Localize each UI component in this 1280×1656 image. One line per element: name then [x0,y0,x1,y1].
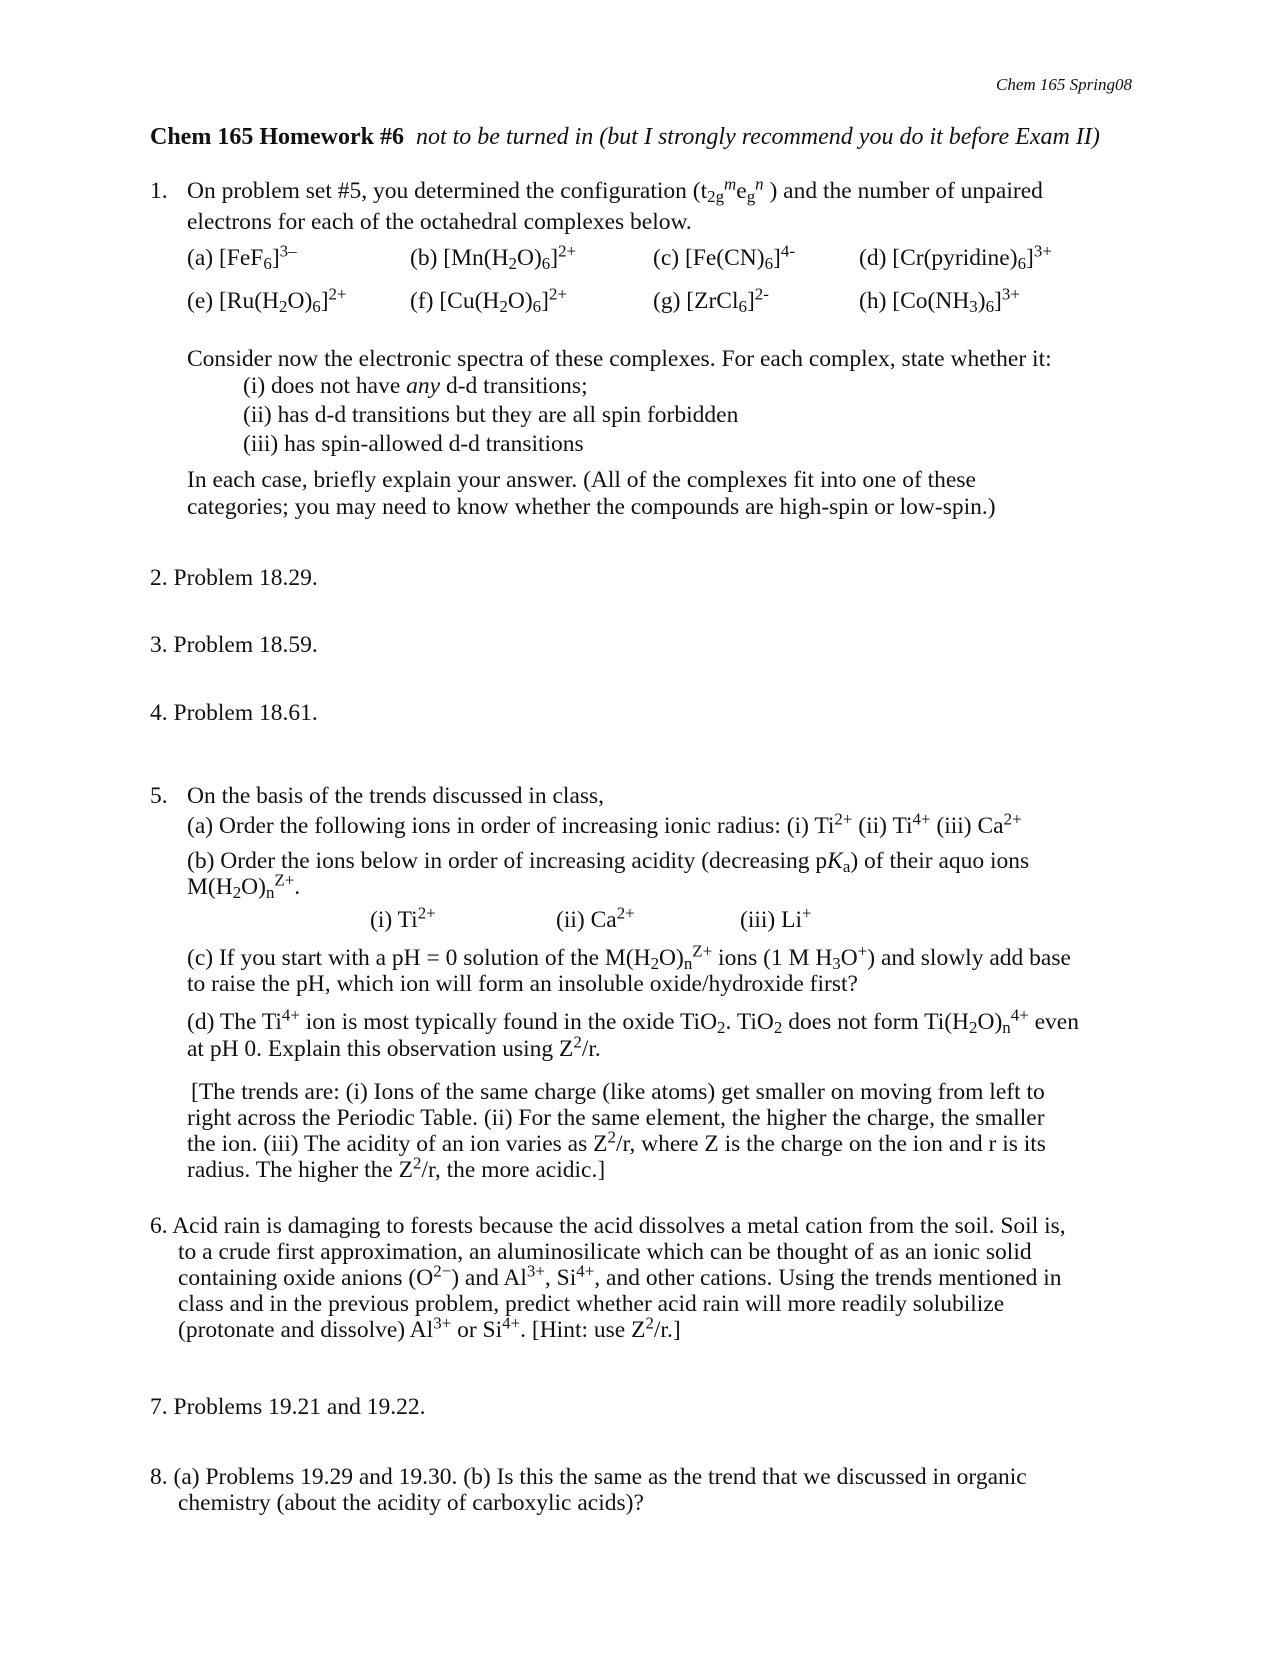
q5-part-a: (a) Order the following ions in order of increasing ionic radius: (i) $Ti^{2+}$ (ii) $Ti^{4+}$ (iii) $Ca^{2+}$ [187,809,1022,839]
q5-ion-2: (ii) $Ca^{2+}$ [556,903,635,933]
q5-ion-3: (iii) Li+ [740,903,812,933]
question-2: 2. Problem 18.29. [150,565,318,591]
q5-part-c-2: to raise the pH, which ion will form an insoluble oxide/hydroxide first? [187,971,858,997]
title-bold: Chem 165 Homework #6 [150,124,404,150]
complex-a: (a) $[FeF_6]^{3-}$ [187,241,297,274]
q5-part-c-1: (c) If you start with a pH = 0 solution of the $M(H_2O)_n^{Z+}$ ions (1 M $H_3O^+$) and slowly add base [187,941,1071,974]
q5-trends-3: the ion. (iii) The acidity of an ion varies as $Z^2/r$, where Z is the charge on the ion and r is its [187,1127,1046,1157]
q6-line-3: containing oxide anions $(O^{2-})$ and $Al^{3+}$, $Si^{4+}$, and other cations. Using the trends mentioned in [178,1261,1062,1291]
q6-line-1: 6. Acid rain is damaging to forests because the acid dissolves a metal cation from the soil. Soil is, [150,1213,1066,1239]
complex-g: (g) [ZrCl$_6$]$^{2-}$ [653,284,769,317]
question-number: 1. [150,178,168,204]
question-number: 5. [150,783,168,809]
complex-d: (d) $[Cr(pyridine)_6]^{3+}$ [859,241,1052,274]
question-3: 3. Problem 18.59. [150,632,318,658]
q5-aquo-formula: $M(H_2O)_n^{Z+}$. [187,870,301,903]
q5-trends-4: radius. The higher the $Z^2/r$, the more acidic.] [187,1153,606,1183]
q5-trends-2: right across the Periodic Table. (ii) For the same element, the higher the charge, the smaller [187,1105,1045,1131]
q6-line-5: (protonate and dissolve) $Al^{3+}$ or $Si^{4+}$. [Hint: use $Z^2/r$.] [178,1313,681,1343]
question-4: 4. Problem 18.61. [150,700,318,726]
q5-trends-1: [The trends are: (i) Ions of the same charge (like atoms) get smaller on moving from left to [191,1079,1045,1105]
q5-intro: On the basis of the trends discussed in class, [187,783,605,809]
q1-option-iii: (iii) has spin-allowed d-d transitions [243,431,584,457]
q1-consider: Consider now the electronic spectra of these complexes. For each complex, state whether it: [187,346,1052,372]
q1-option-i: (i) does not have any d-d transitions; [243,373,588,399]
q5-part-b: (b) Order the ions below in order of increasing acidity (decreasing $pK_a$) of their aquo ions [187,848,1030,877]
question-7: 7. Problems 19.21 and 19.22. [150,1394,426,1420]
page-title [150,124,1100,151]
course-tag: Chem 165 Spring08 [996,75,1132,94]
q5-part-d-1: (d) The $Ti^{4+}$ ion is most typically found in the oxide TiO$_2$. TiO$_2$ does not form $Ti(H_2O)_n^{4+}$ even [187,1005,1079,1038]
complex-h: (h) $[Co(NH_3)_6]^{3+}$ [859,284,1020,317]
q1-line2: electrons for each of the octahedral complexes below. [187,209,692,235]
q1-explain-2: categories; you may need to know whether the compounds are high-spin or low-spin.) [187,494,996,520]
q6-line-2: to a crude first approximation, an aluminosilicate which can be thought of as an ionic solid [178,1239,1032,1265]
q1-option-ii: (ii) has d-d transitions but they are all spin forbidden [243,402,739,428]
q8-line-2: chemistry (about the acidity of carboxylic acids)? [178,1490,644,1516]
title-italic: not to be turned in (but I strongly recommend you do it before Exam II) [415,124,1100,150]
q5-part-d-2: at pH 0. Explain this observation using $Z^2/r$. [187,1032,601,1062]
q6-line-4: class and in the previous problem, predict whether acid rain will more readily solubilize [178,1291,1005,1317]
q5-ion-1: (i) $Ti^{2+}$ [370,903,436,933]
complex-e: (e) $[Ru(H_2O)_6]^{2+}$ [187,284,347,317]
q1-explain-1: In each case, briefly explain your answer. (All of the complexes fit into one of these [187,467,976,493]
complex-f: (f) $[Cu(H_2O)_6]^{2+}$ [410,284,567,317]
complex-b: (b) $[Mn(H_2O)_6]^{2+}$ [410,241,577,274]
q8-line-1: 8. (a) Problems 19.29 and 19.30. (b) Is this the same as the trend that we discussed in organic [150,1464,1027,1490]
complex-c: (c) $[Fe(CN)_6]^{4-}$ [653,241,795,274]
q1-line1: On problem set #5, you determined the configuration ($t_{2g}^me_g^n$ ) and the number of unpaired [187,174,1043,207]
